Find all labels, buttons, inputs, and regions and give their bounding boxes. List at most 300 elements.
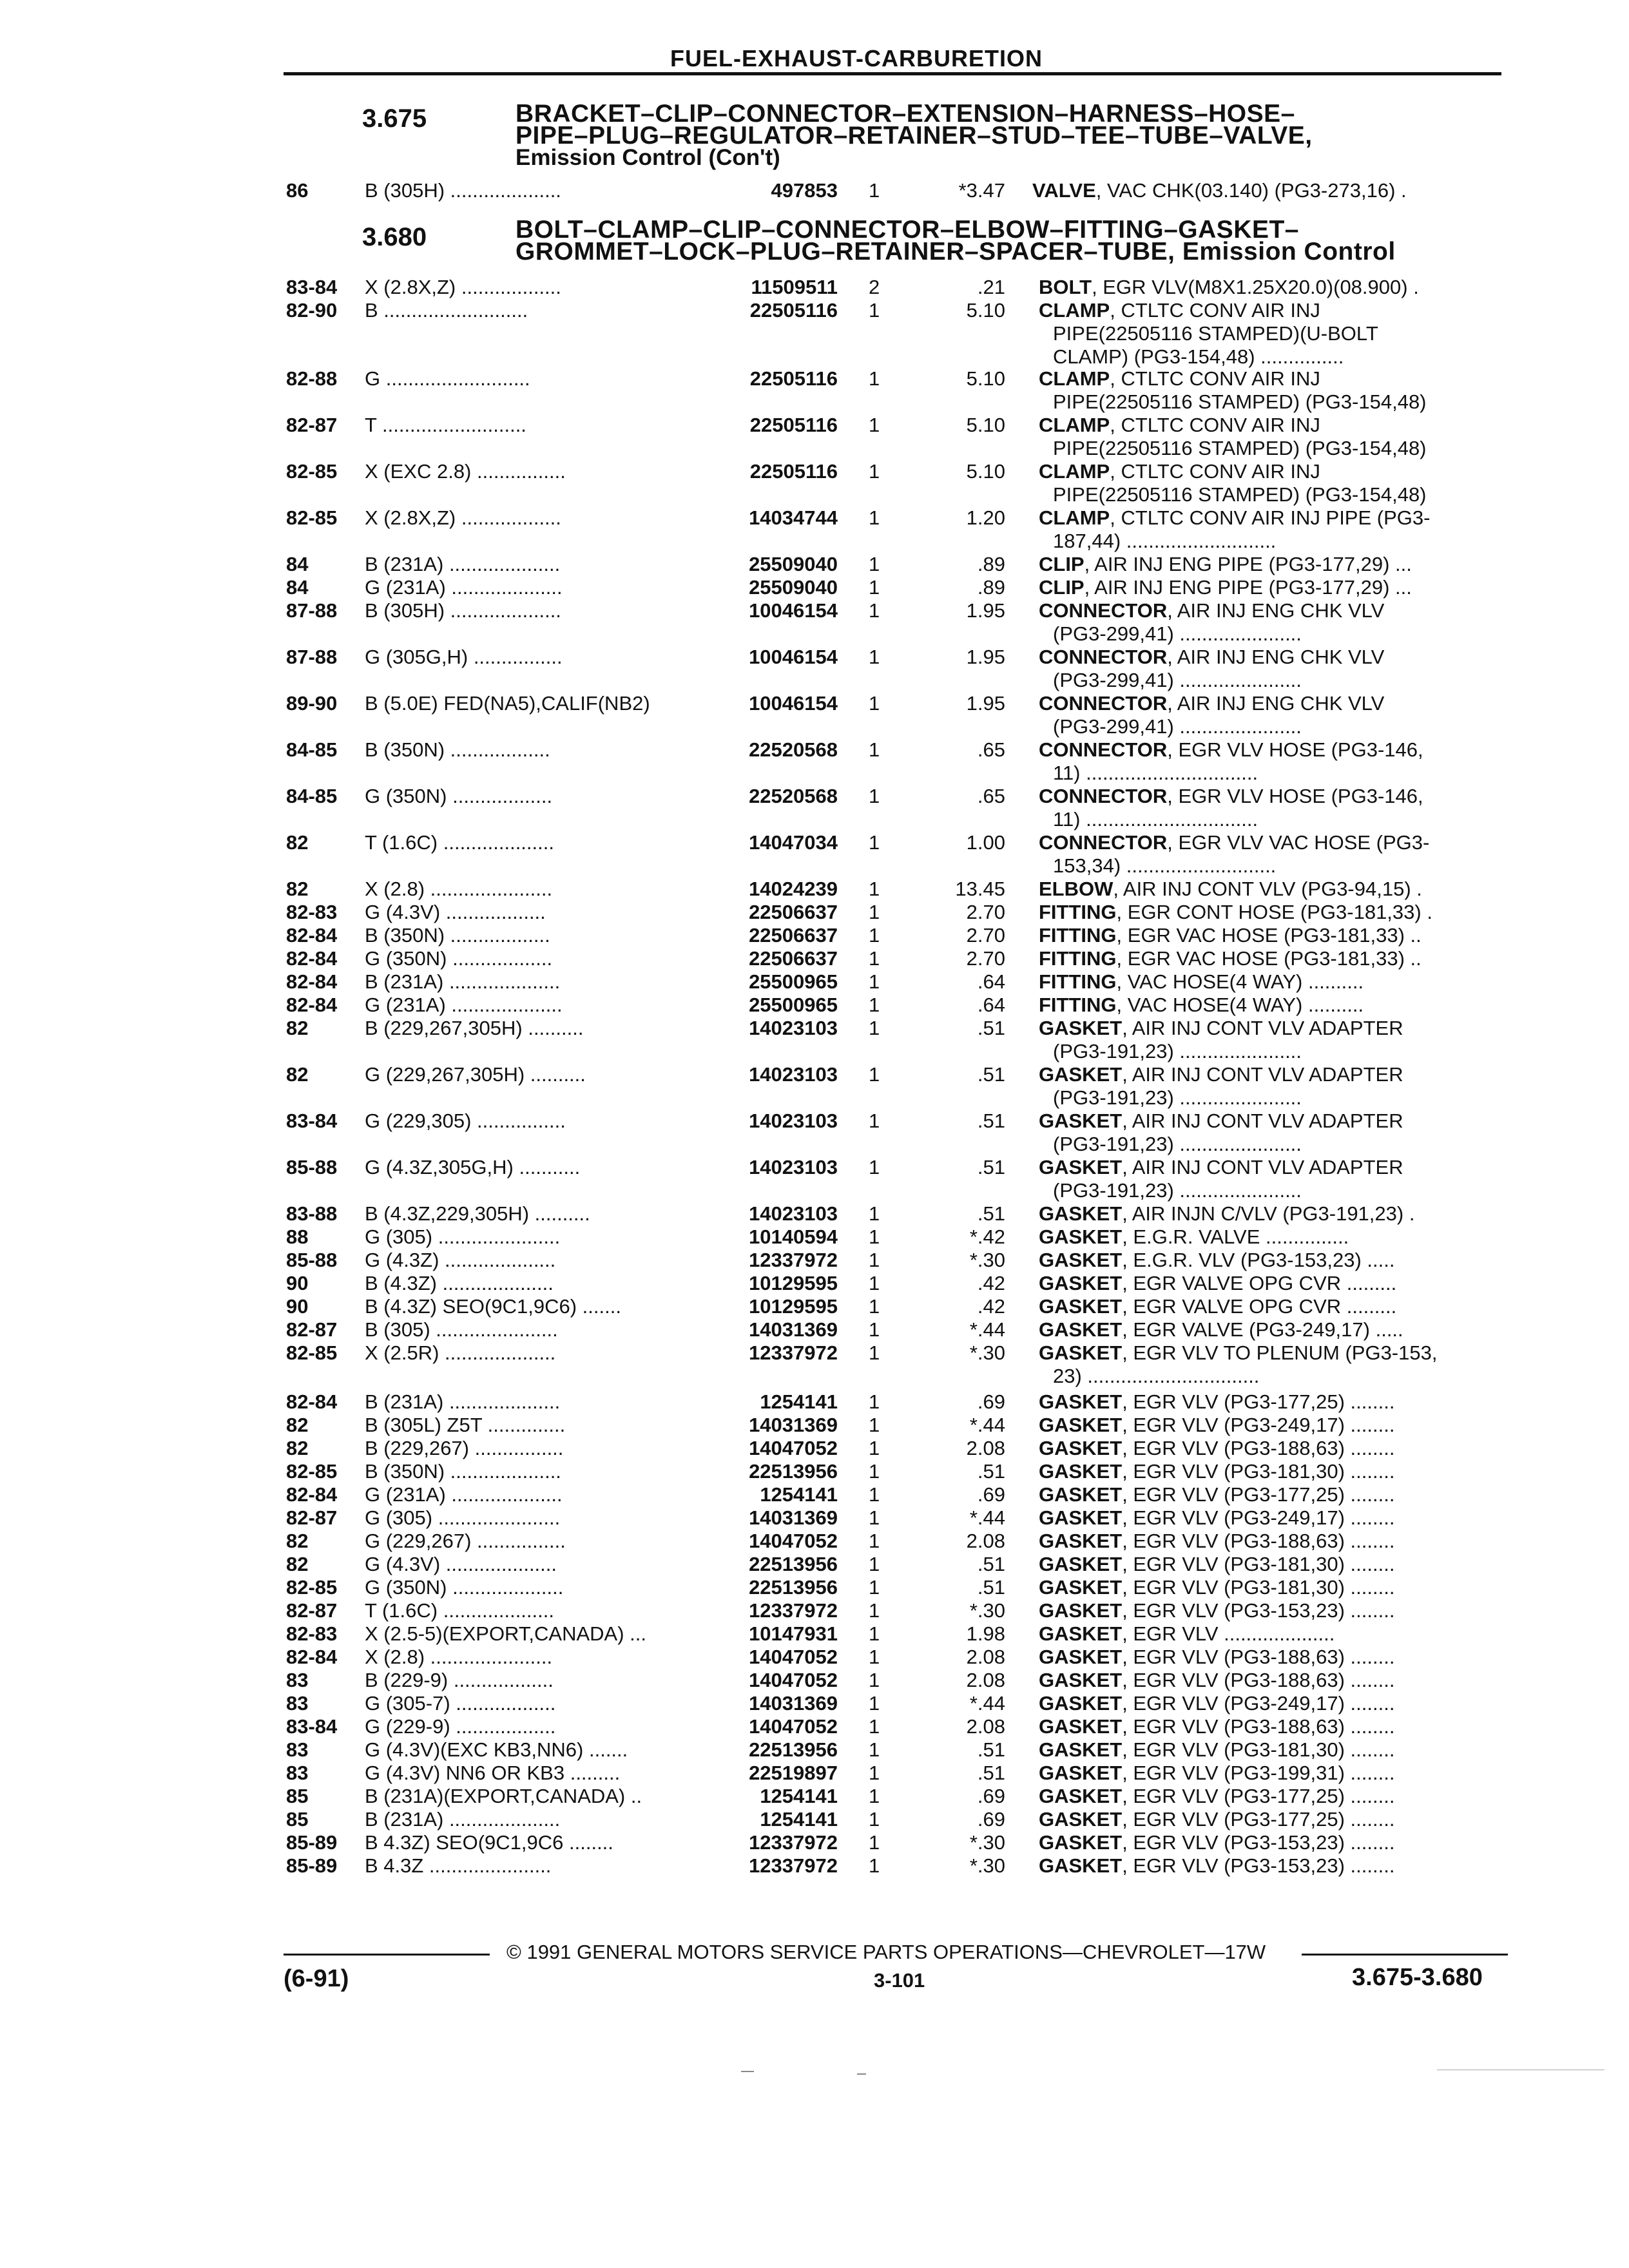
model-years: 82-87 — [286, 1599, 338, 1622]
quantity: 1 — [869, 1762, 880, 1784]
model-application: T (1.6C) .................... — [365, 1599, 554, 1622]
quantity: 1 — [869, 1576, 880, 1599]
part-name: GASKET — [1039, 1762, 1123, 1784]
part-number: 10046154 — [749, 692, 838, 715]
price: .21 — [977, 276, 1005, 298]
part-number: 14023103 — [749, 1110, 838, 1132]
part-description — [1039, 1715, 1503, 1738]
part-detail: , EGR VLV (PG3-153,23) ........ — [1122, 1599, 1395, 1622]
part-description — [1039, 646, 1503, 669]
model-application: B (305H) .................... — [365, 179, 561, 202]
part-detail: , EGR VLV (PG3-188,63) ........ — [1122, 1437, 1395, 1459]
part-detail: , EGR VLV (PG3-153,23) ........ — [1122, 1831, 1395, 1854]
model-years: 82-85 — [286, 460, 338, 483]
part-detail: , EGR VLV (PG3-188,63) ........ — [1122, 1715, 1395, 1738]
model-years: 82-84 — [286, 947, 338, 970]
part-detail: , E.G.R. VLV (PG3-153,23) ..... — [1122, 1249, 1395, 1271]
table-row — [0, 1553, 1629, 1576]
quantity: 1 — [869, 924, 880, 947]
footer-rule-left — [284, 1954, 490, 1956]
quantity: 1 — [869, 1622, 880, 1645]
part-description — [1039, 553, 1503, 576]
quantity: 1 — [869, 1318, 880, 1341]
quantity: 1 — [869, 1785, 880, 1807]
model-years: 82 — [286, 1553, 309, 1575]
price: 2.08 — [966, 1437, 1005, 1459]
part-detail: , AIR INJ ENG CHK VLV — [1167, 646, 1385, 668]
part-name: CONNECTOR — [1039, 785, 1168, 807]
part-name: GASKET — [1039, 1437, 1123, 1459]
model-years: 82-87 — [286, 1318, 338, 1341]
quantity: 1 — [869, 1249, 880, 1271]
table-row — [0, 1341, 1629, 1365]
part-detail: , AIR INJ CONT VLV ADAPTER — [1122, 1156, 1403, 1178]
table-row — [0, 1390, 1629, 1414]
price: *.44 — [969, 1414, 1005, 1436]
table-row — [0, 1738, 1629, 1762]
model-application: T .......................... — [365, 414, 526, 436]
model-years: 82 — [286, 1437, 309, 1459]
model-application: G (305G,H) ................ — [365, 646, 563, 668]
price: *.30 — [969, 1341, 1005, 1364]
quantity: 1 — [869, 1460, 880, 1483]
part-description — [1039, 1156, 1503, 1179]
part-number: 22506637 — [749, 901, 838, 923]
model-application: X (EXC 2.8) ................ — [365, 460, 566, 483]
model-years: 89-90 — [286, 692, 338, 715]
model-application: X (2.8X,Z) .................. — [365, 506, 561, 529]
quantity: 1 — [869, 1808, 880, 1831]
part-name: GASKET — [1039, 1553, 1123, 1575]
part-number: 14047052 — [749, 1715, 838, 1738]
quantity: 1 — [869, 367, 880, 390]
model-years: 82-88 — [286, 367, 338, 390]
table-row — [0, 1530, 1629, 1553]
model-application: B (231A) .................... — [365, 1390, 561, 1413]
section-title-line: PIPE–PLUG–REGULATOR–RETAINER–STUD–TEE–TUBE–VALVE, — [516, 122, 1313, 149]
model-years: 82-84 — [286, 994, 338, 1016]
part-description — [1039, 970, 1503, 994]
part-description — [1039, 1692, 1503, 1715]
part-number: 1254141 — [760, 1785, 838, 1807]
description-continuation: (PG3-299,41) ...................... — [1053, 715, 1302, 738]
part-number: 22520568 — [749, 738, 838, 761]
price: 2.08 — [966, 1646, 1005, 1668]
description-continuation: (PG3-191,23) ...................... — [1053, 1179, 1302, 1202]
model-application: B (350N) .................. — [365, 924, 550, 947]
table-row — [0, 1715, 1629, 1738]
table-row — [0, 994, 1629, 1017]
model-application: G .......................... — [365, 367, 530, 390]
part-number: 22506637 — [749, 924, 838, 947]
part-description — [1039, 1063, 1503, 1086]
part-name: CLAMP — [1039, 367, 1110, 390]
quantity: 1 — [869, 1831, 880, 1854]
price: 13.45 — [955, 878, 1005, 900]
part-detail: , AIR INJ CONT VLV (PG3-94,15) . — [1113, 878, 1422, 900]
part-description — [1039, 276, 1503, 299]
part-name: GASKET — [1039, 1483, 1123, 1506]
quantity: 1 — [869, 1414, 880, 1436]
table-row — [0, 901, 1629, 924]
part-detail: , CTLTC CONV AIR INJ PIPE (PG3- — [1110, 506, 1431, 529]
part-name: GASKET — [1039, 1692, 1123, 1715]
section-title — [516, 216, 1396, 265]
model-application: X (2.8X,Z) .................. — [365, 276, 561, 298]
part-detail: , EGR VLV (PG3-188,63) ........ — [1122, 1669, 1395, 1691]
model-years: 82-84 — [286, 924, 338, 947]
quantity: 1 — [869, 901, 880, 923]
part-description — [1039, 1530, 1503, 1553]
model-years: 82-85 — [286, 506, 338, 529]
table-row — [0, 646, 1629, 669]
price: 5.10 — [966, 414, 1005, 436]
price: *.30 — [969, 1599, 1005, 1622]
quantity: 1 — [869, 414, 880, 436]
price: .64 — [977, 994, 1005, 1016]
table-row — [0, 599, 1629, 622]
part-description — [1039, 1506, 1503, 1530]
part-description — [1039, 1341, 1503, 1365]
quantity: 1 — [869, 646, 880, 668]
model-application: B (231A) .................... — [365, 553, 561, 575]
model-years: 85 — [286, 1808, 309, 1831]
description-continuation: (PG3-191,23) ...................... — [1053, 1086, 1302, 1109]
part-name: GASKET — [1039, 1854, 1123, 1877]
part-number: 14047034 — [749, 831, 838, 854]
description-continuation: PIPE(22505116 STAMPED) (PG3-154,48) — [1053, 437, 1427, 459]
part-detail: , EGR VLV (PG3-249,17) ........ — [1122, 1692, 1395, 1715]
table-row — [0, 831, 1629, 854]
table-row — [0, 1785, 1629, 1808]
part-description — [1039, 506, 1503, 530]
section-title-line: GROMMET–LOCK–PLUG–RETAINER–SPACER–TUBE, Emission Control — [516, 238, 1396, 265]
description-continuation: (PG3-299,41) ...................... — [1053, 669, 1302, 691]
description-continuation: (PG3-299,41) ...................... — [1053, 622, 1302, 645]
model-application: G (231A) .................... — [365, 1483, 563, 1506]
price: *.30 — [969, 1854, 1005, 1877]
part-name: CONNECTOR — [1039, 599, 1168, 622]
description-continuation: (PG3-191,23) ...................... — [1053, 1133, 1302, 1155]
part-detail: , EGR VAC HOSE (PG3-181,33) .. — [1116, 947, 1422, 970]
part-number: 14031369 — [749, 1318, 838, 1341]
part-name: GASKET — [1039, 1808, 1123, 1831]
part-detail: , EGR VLV (PG3-153,23) ........ — [1122, 1854, 1395, 1877]
price: .42 — [977, 1272, 1005, 1294]
model-years: 82 — [286, 831, 309, 854]
model-application: B (305H) .................... — [365, 599, 561, 622]
price: *.30 — [969, 1831, 1005, 1854]
price: 1.95 — [966, 599, 1005, 622]
part-name: GASKET — [1039, 1785, 1123, 1807]
table-row — [0, 1808, 1629, 1831]
model-years: 83-84 — [286, 1110, 338, 1132]
description-continuation: PIPE(22505116 STAMPED)(U-BOLT — [1053, 322, 1378, 345]
part-detail: , EGR VLV HOSE (PG3-146, — [1167, 785, 1423, 807]
model-application: B (350N) .................. — [365, 738, 550, 761]
table-row — [0, 1063, 1629, 1086]
model-application: B 4.3Z ...................... — [365, 1854, 552, 1877]
price: 2.70 — [966, 947, 1005, 970]
model-years: 82 — [286, 878, 309, 900]
part-detail: , EGR VLV (PG3-177,25) ........ — [1122, 1483, 1395, 1506]
part-number: 14024239 — [749, 878, 838, 900]
model-years: 85-88 — [286, 1156, 338, 1178]
part-name: GASKET — [1039, 1646, 1123, 1668]
model-application: X (2.5-5)(EXPORT,CANADA) ... — [365, 1622, 646, 1645]
part-number: 25509040 — [749, 576, 838, 599]
part-name: GASKET — [1039, 1576, 1123, 1599]
part-number: 10147931 — [749, 1622, 838, 1645]
part-detail: , VAC CHK(03.140) (PG3-273,16) . — [1095, 179, 1407, 202]
price: .65 — [977, 738, 1005, 761]
model-years: 88 — [286, 1225, 309, 1248]
quantity: 1 — [869, 1225, 880, 1248]
model-application: B (4.3Z) SEO(9C1,9C6) ....... — [365, 1295, 621, 1318]
quantity: 1 — [869, 1506, 880, 1529]
table-row — [0, 299, 1629, 322]
part-name: GASKET — [1039, 1530, 1123, 1552]
part-description — [1039, 599, 1503, 622]
part-detail: , EGR VLV (PG3-177,25) ........ — [1122, 1785, 1395, 1807]
price: *.42 — [969, 1225, 1005, 1248]
model-application: B (229,267,305H) .......... — [365, 1017, 584, 1039]
revision-date: (6-91) — [284, 1965, 349, 1992]
part-description — [1039, 1437, 1503, 1460]
price: 5.10 — [966, 460, 1005, 483]
model-years: 82-87 — [286, 1506, 338, 1529]
part-name: CONNECTOR — [1039, 646, 1168, 668]
model-years: 82-90 — [286, 299, 338, 322]
model-years: 83 — [286, 1738, 309, 1761]
part-detail: , E.G.R. VALVE ............... — [1122, 1225, 1349, 1248]
price: .69 — [977, 1483, 1005, 1506]
model-years: 90 — [286, 1272, 309, 1294]
table-row — [0, 692, 1629, 715]
price: .51 — [977, 1017, 1005, 1039]
description-continuation: PIPE(22505116 STAMPED) (PG3-154,48) — [1053, 390, 1427, 413]
quantity: 1 — [869, 970, 880, 993]
table-row — [0, 1225, 1629, 1249]
part-description — [1039, 1272, 1503, 1295]
price: 1.95 — [966, 692, 1005, 715]
price: *3.47 — [958, 179, 1005, 202]
price: .51 — [977, 1110, 1005, 1132]
price: .42 — [977, 1295, 1005, 1318]
table-row — [0, 970, 1629, 994]
part-description — [1039, 576, 1503, 599]
part-number: 12337972 — [749, 1831, 838, 1854]
part-name: CLAMP — [1039, 414, 1110, 436]
part-number: 10046154 — [749, 599, 838, 622]
model-application: X (2.5R) .................... — [365, 1341, 556, 1364]
model-application: G (350N) .................. — [365, 947, 553, 970]
quantity: 1 — [869, 1692, 880, 1715]
part-description — [1039, 1110, 1503, 1133]
part-name: GASKET — [1039, 1110, 1123, 1132]
model-application: X (2.8) ...................... — [365, 1646, 553, 1668]
quantity: 1 — [869, 1390, 880, 1413]
quantity: 1 — [869, 1063, 880, 1086]
part-name: GASKET — [1039, 1156, 1123, 1178]
part-detail: , EGR VALVE OPG CVR ......... — [1122, 1272, 1397, 1294]
table-row — [0, 1576, 1629, 1599]
part-number: 22505116 — [749, 414, 838, 436]
quantity: 1 — [869, 1295, 880, 1318]
page-number: 3-101 — [874, 1969, 925, 1992]
part-detail: , EGR VLV (PG3-177,25) ........ — [1122, 1808, 1395, 1831]
part-description — [1039, 831, 1503, 854]
price: 1.98 — [966, 1622, 1005, 1645]
part-description — [1039, 414, 1503, 437]
section-title-line: Emission Control (Con't) — [516, 145, 780, 170]
price: .69 — [977, 1390, 1005, 1413]
table-row — [0, 576, 1629, 599]
part-description — [1039, 901, 1503, 924]
part-detail: , EGR VLV (PG3-181,30) ........ — [1122, 1576, 1395, 1599]
table-row — [0, 1669, 1629, 1692]
quantity: 1 — [869, 1854, 880, 1877]
price: .51 — [977, 1202, 1005, 1225]
table-row — [0, 1646, 1629, 1669]
price: .51 — [977, 1576, 1005, 1599]
model-application: B (229-9) .................. — [365, 1669, 554, 1691]
price: .51 — [977, 1460, 1005, 1483]
table-row — [0, 1599, 1629, 1622]
quantity: 1 — [869, 947, 880, 970]
part-name: CONNECTOR — [1039, 692, 1168, 715]
part-name: CLIP — [1039, 553, 1084, 575]
part-detail: , EGR VLV (PG3-177,25) ........ — [1122, 1390, 1395, 1413]
part-description — [1039, 1202, 1503, 1225]
quantity: 1 — [869, 878, 880, 900]
model-application: B (305) ...................... — [365, 1318, 558, 1341]
part-number: 1254141 — [760, 1808, 838, 1831]
price: *.44 — [969, 1318, 1005, 1341]
part-description — [1039, 878, 1503, 901]
part-detail: , EGR VLV(M8X1.25X20.0)(08.900) . — [1092, 276, 1419, 298]
quantity: 1 — [869, 1715, 880, 1738]
price: 2.08 — [966, 1530, 1005, 1552]
part-description — [1039, 1249, 1503, 1272]
part-description — [1039, 1414, 1503, 1437]
scan-artifact — [857, 2073, 866, 2075]
quantity: 1 — [869, 1202, 880, 1225]
model-application: B (4.3Z,229,305H) .......... — [365, 1202, 590, 1225]
part-number: 14047052 — [749, 1530, 838, 1552]
section-number: 3.680 — [362, 223, 427, 251]
part-name: GASKET — [1039, 1738, 1123, 1761]
part-number: 22505116 — [749, 460, 838, 483]
quantity: 1 — [869, 506, 880, 529]
price: *.44 — [969, 1506, 1005, 1529]
table-row — [0, 414, 1629, 437]
part-detail: , AIR INJ ENG CHK VLV — [1167, 599, 1385, 622]
table-row — [0, 1249, 1629, 1272]
quantity: 1 — [869, 1738, 880, 1761]
part-description — [1039, 1622, 1503, 1646]
part-description — [1039, 1599, 1503, 1622]
model-years: 83 — [286, 1762, 309, 1784]
part-description — [1039, 1831, 1503, 1854]
model-application: G (4.3V) .................. — [365, 901, 546, 923]
table-row — [0, 276, 1629, 299]
table-row — [0, 1272, 1629, 1295]
part-detail: , AIR INJ ENG PIPE (PG3-177,29) ... — [1084, 553, 1412, 575]
part-number: 10129595 — [749, 1295, 838, 1318]
model-application: G (4.3Z) .................... — [365, 1249, 556, 1271]
description-continuation: 11) ............................... — [1053, 808, 1258, 831]
model-application: B (350N) .................... — [365, 1460, 561, 1483]
part-description — [1039, 1738, 1503, 1762]
part-number: 14031369 — [749, 1692, 838, 1715]
part-detail: , AIR INJ ENG CHK VLV — [1167, 692, 1385, 715]
model-years: 84-85 — [286, 738, 338, 761]
table-row — [0, 1295, 1629, 1318]
part-name: GASKET — [1039, 1414, 1123, 1436]
part-number: 12337972 — [749, 1341, 838, 1364]
model-application: G (305) ...................... — [365, 1506, 561, 1529]
price: .89 — [977, 553, 1005, 575]
model-application: B (229,267) ................ — [365, 1437, 564, 1459]
part-detail: , EGR CONT HOSE (PG3-181,33) . — [1116, 901, 1432, 923]
part-number: 12337972 — [749, 1599, 838, 1622]
model-application: G (350N) .................. — [365, 785, 553, 807]
quantity: 1 — [869, 1341, 880, 1364]
model-application: B (305L) Z5T .............. — [365, 1414, 566, 1436]
part-detail: , EGR VLV .................... — [1122, 1622, 1335, 1645]
part-number: 10046154 — [749, 646, 838, 668]
quantity: 1 — [869, 994, 880, 1016]
part-number: 12337972 — [749, 1854, 838, 1877]
price: 2.70 — [966, 924, 1005, 947]
model-application: G (4.3Z,305G,H) ........... — [365, 1156, 581, 1178]
part-name: GASKET — [1039, 1831, 1123, 1854]
price: 2.08 — [966, 1669, 1005, 1691]
table-row — [0, 1831, 1629, 1854]
part-number: 22505116 — [749, 299, 838, 322]
model-application: B 4.3Z) SEO(9C1,9C6 ........ — [365, 1831, 613, 1854]
model-years: 84-85 — [286, 785, 338, 807]
model-years: 82-84 — [286, 1646, 338, 1668]
model-application: G (229,267,305H) .......... — [365, 1063, 586, 1086]
model-application: B (4.3Z) .................... — [365, 1272, 554, 1294]
part-detail: , VAC HOSE(4 WAY) .......... — [1116, 970, 1364, 993]
quantity: 1 — [869, 1017, 880, 1039]
copyright-notice: © 1991 GENERAL MOTORS SERVICE PARTS OPERATIONS—CHEVROLET—17W — [506, 1941, 1266, 1963]
part-detail: , EGR VLV HOSE (PG3-146, — [1167, 738, 1423, 761]
quantity: 1 — [869, 460, 880, 483]
quantity: 1 — [869, 1669, 880, 1691]
price: 1.95 — [966, 646, 1005, 668]
section-title-line: BRACKET–CLIP–CONNECTOR–EXTENSION–HARNESS–HOSE– — [516, 100, 1295, 128]
part-description — [1039, 1390, 1503, 1414]
quantity: 1 — [869, 831, 880, 854]
part-number: 14031369 — [749, 1506, 838, 1529]
part-detail: , EGR VLV (PG3-249,17) ........ — [1122, 1414, 1395, 1436]
price: .65 — [977, 785, 1005, 807]
model-application: G (4.3V) NN6 OR KB3 ......... — [365, 1762, 621, 1784]
part-name: GASKET — [1039, 1622, 1123, 1645]
part-detail: , EGR VALVE OPG CVR ......... — [1122, 1295, 1397, 1318]
part-name: CLAMP — [1039, 299, 1110, 322]
description-continuation: 153,34) ........................... — [1053, 854, 1277, 877]
part-number: 25500965 — [749, 970, 838, 993]
part-detail: , CTLTC CONV AIR INJ — [1110, 414, 1320, 436]
part-name: CLIP — [1039, 576, 1084, 599]
part-number: 14047052 — [749, 1646, 838, 1668]
part-number: 10129595 — [749, 1272, 838, 1294]
